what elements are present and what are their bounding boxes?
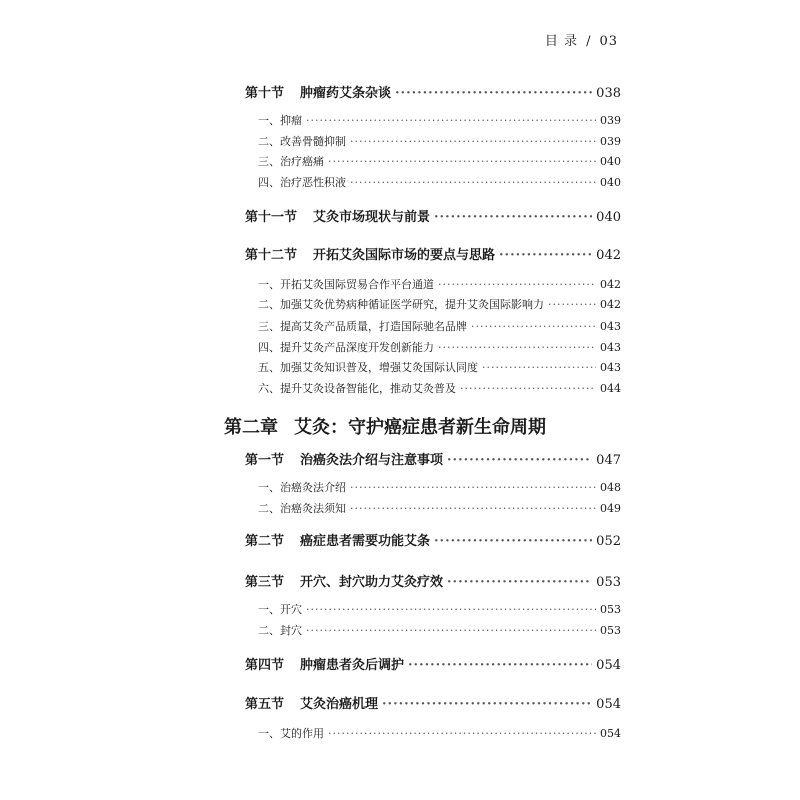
chapter-heading [224, 413, 546, 439]
page-number: 044 [600, 382, 621, 395]
entry-title: 开穴、封穴助力艾灸疗效 [300, 575, 444, 590]
toc-subsection-entry[interactable] [0, 601, 800, 617]
page-number: 040 [596, 210, 621, 225]
toc-subsection-entry[interactable] [0, 479, 800, 495]
leader-dots [482, 361, 596, 374]
page-number: 053 [600, 624, 621, 637]
section-number: 第十二节 [245, 248, 298, 263]
leader-dots [350, 176, 596, 189]
page-header [541, 30, 622, 49]
entry-title: 二、改善骨髓抑制 [258, 135, 346, 148]
page-number: 054 [596, 658, 621, 673]
section-number: 第一节 [245, 453, 285, 468]
toc-subsection-entry[interactable] [0, 500, 800, 516]
chapter-number: 第二章 [224, 417, 278, 438]
leader-dots [350, 481, 596, 494]
toc-subsection-entry[interactable] [0, 725, 800, 741]
entry-title: 四、提升艾灸产品深度开发创新能力 [258, 341, 434, 354]
leader-dots [438, 278, 596, 291]
entry-title: 一、开穴 [258, 603, 302, 616]
leader-dots [499, 248, 592, 263]
section-number: 第三节 [245, 575, 285, 590]
leader-dots [350, 502, 596, 515]
entry-title: 二、封穴 [258, 624, 302, 637]
section-number: 第五节 [245, 697, 285, 712]
section-number: 第十一节 [245, 210, 298, 225]
page-number: 040 [600, 176, 621, 189]
page-number: 049 [600, 502, 621, 515]
leader-dots [447, 453, 592, 468]
toc-section-entry[interactable] [0, 244, 800, 263]
toc-subsection-entry[interactable] [0, 380, 800, 396]
entry-title: 三、提高艾灸产品质量，打造国际驰名品牌 [258, 320, 467, 333]
leader-dots [460, 382, 596, 395]
toc-section-entry[interactable] [0, 654, 800, 673]
leader-dots [471, 320, 596, 333]
leader-dots [548, 298, 596, 311]
entry-title: 六、提升艾灸设备智能化，推动艾灸普及 [258, 382, 456, 395]
entry-title: 二、加强艾灸优势病种循证医学研究，提升艾灸国际影响力 [258, 298, 544, 311]
entry-title: 艾灸治癌机理 [300, 697, 379, 712]
entry-title: 肿瘤药艾条杂谈 [300, 86, 392, 101]
page-number: 040 [600, 155, 621, 168]
toc-subsection-entry[interactable] [0, 296, 800, 312]
toc-subsection-entry[interactable] [0, 174, 800, 190]
entry-title: 三、治疗癌痛 [258, 155, 324, 168]
toc-subsection-entry[interactable] [0, 339, 800, 355]
page-number: 042 [600, 278, 621, 291]
toc-section-entry[interactable] [0, 530, 800, 549]
toc-section-entry[interactable] [0, 82, 800, 101]
entry-title: 一、治癌灸法介绍 [258, 481, 346, 494]
header-separator: / [586, 34, 592, 49]
section-number: 第二节 [245, 534, 285, 549]
leader-dots [306, 624, 596, 637]
leader-dots [306, 114, 596, 127]
entry-title: 一、抑瘤 [258, 114, 302, 127]
entry-title: 开拓艾灸国际市场的要点与思路 [313, 248, 496, 263]
page-number: 043 [600, 341, 621, 354]
toc-subsection-entry[interactable] [0, 276, 800, 292]
leader-dots [328, 727, 596, 740]
page-number: 042 [596, 248, 621, 263]
toc-subsection-entry[interactable] [0, 622, 800, 638]
entry-title: 癌症患者需要功能艾条 [300, 534, 431, 549]
leader-dots [434, 210, 592, 225]
leader-dots [382, 697, 592, 712]
toc-section-entry[interactable] [0, 206, 800, 225]
toc-subsection-entry[interactable] [0, 318, 800, 334]
page-number: 047 [596, 453, 621, 468]
toc-subsection-entry[interactable] [0, 112, 800, 128]
entry-title: 治癌灸法介绍与注意事项 [300, 453, 444, 468]
page-number: 052 [596, 534, 621, 549]
entry-title: 一、开拓艾灸国际贸易合作平台通道 [258, 278, 434, 291]
page-number: 054 [596, 697, 621, 712]
page-number: 053 [600, 603, 621, 616]
toc-subsection-entry[interactable] [0, 133, 800, 149]
leader-dots [408, 658, 592, 673]
page-number: 043 [600, 361, 621, 374]
toc-section-entry[interactable] [0, 571, 800, 590]
toc-section-entry[interactable] [0, 449, 800, 468]
page-number: 039 [600, 114, 621, 127]
toc-subsection-entry[interactable] [0, 153, 800, 169]
toc-section-entry[interactable] [0, 693, 800, 712]
header-page-number: 03 [599, 34, 618, 49]
section-number: 第十节 [245, 86, 285, 101]
leader-dots [438, 341, 596, 354]
entry-title: 肿瘤患者灸后调护 [300, 658, 405, 673]
section-number: 第四节 [245, 658, 285, 673]
leader-dots [328, 155, 596, 168]
page-number: 054 [600, 727, 621, 740]
page-number: 039 [600, 135, 621, 148]
leader-dots [434, 534, 592, 549]
page-number: 042 [600, 298, 621, 311]
entry-title: 一、艾的作用 [258, 727, 324, 740]
header-title: 目 录 [544, 34, 579, 49]
toc-subsection-entry[interactable] [0, 359, 800, 375]
leader-dots [395, 86, 592, 101]
entry-title: 五、加强艾灸知识普及，增强艾灸国际认同度 [258, 361, 478, 374]
page-number: 053 [596, 575, 621, 590]
page-number: 048 [600, 481, 621, 494]
entry-title: 二、治癌灸法须知 [258, 502, 346, 515]
page-number: 043 [600, 320, 621, 333]
entry-title: 四、治疗恶性积液 [258, 176, 346, 189]
leader-dots [447, 575, 592, 590]
page-number: 038 [596, 86, 621, 101]
entry-title: 艾灸市场现状与前景 [313, 210, 431, 225]
chapter-title: 艾灸：守护癌症患者新生命周期 [294, 417, 546, 438]
leader-dots [306, 603, 596, 616]
leader-dots [350, 135, 596, 148]
